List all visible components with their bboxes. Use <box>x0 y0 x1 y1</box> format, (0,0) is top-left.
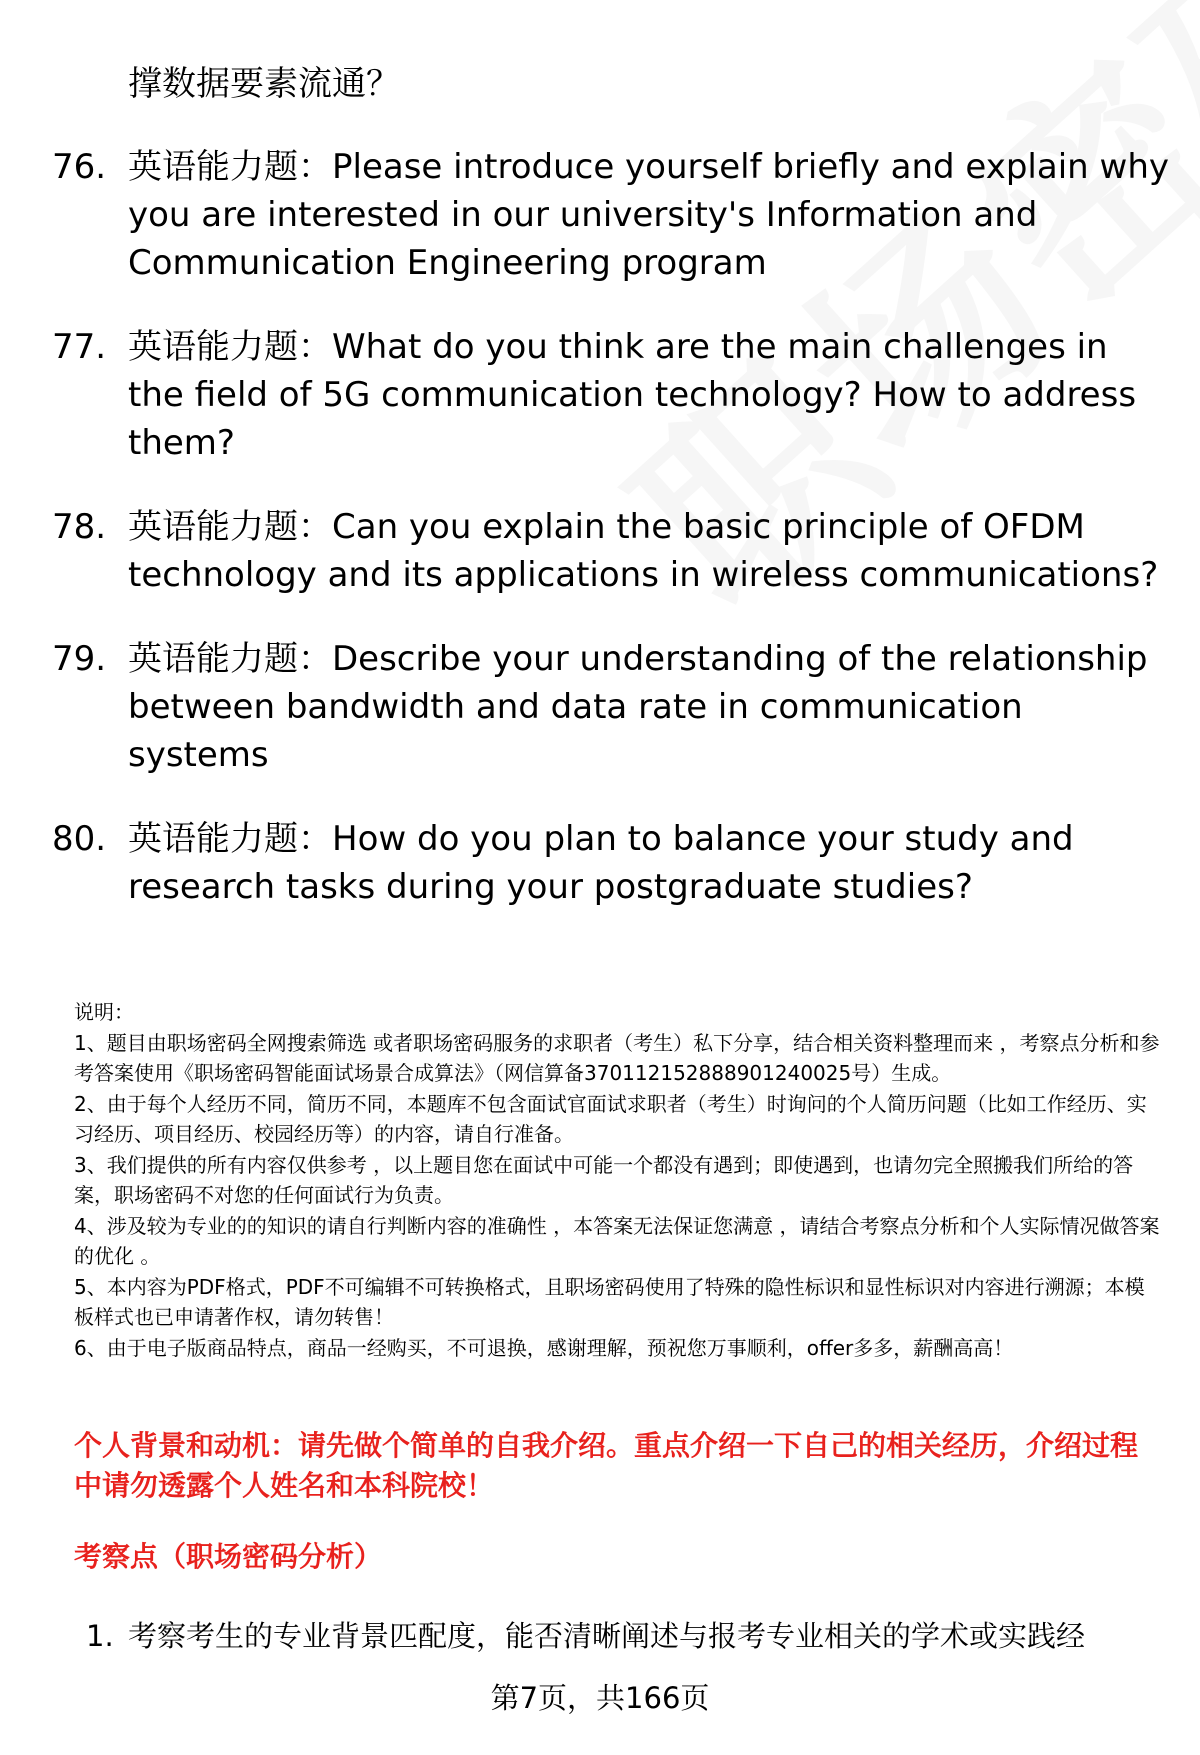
note-item: 4、涉及较为专业的的知识的请自行判断内容的准确性 ，本答案无法保证您满意 ，请结合考察点分析和个人实际情况做答案的优化 。 <box>74 1213 1160 1268</box>
note-item: 3、我们提供的所有内容仅供参考 ，以上题目您在面试中可能一个都没有遇到；即使遇到，也请勿完全照搬我们所给的答案，职场密码不对您的任何面试行为负责。 <box>74 1152 1134 1207</box>
analysis-point <box>86 1614 1176 1658</box>
question-text: 英语能力题：Please introduce yourself briefly and explain why you are interested in our university's Information and Communication Engineering program <box>128 147 1169 283</box>
question-number: 77. <box>52 327 107 367</box>
point-number: 1. <box>86 1619 114 1653</box>
question-text: 英语能力题：Describe your understanding of the relationship between bandwidth and data rate in communication systems <box>128 639 1148 775</box>
question-text: 英语能力题：What do you think are the main challenges in the field of 5G communication technology? How to address them? <box>128 327 1137 463</box>
question-item <box>52 815 1172 911</box>
question-item <box>52 503 1172 599</box>
point-text: 考察考生的专业背景匹配度，能否清晰阐述与报考专业相关的学术或实践经 <box>128 1619 1086 1653</box>
note-item: 5、本内容为PDF格式，PDF不可编辑不可转换格式，且职场密码使用了特殊的隐性标识和显性标识对内容进行溯源；本模板样式也已申请著作权，请勿转售！ <box>74 1274 1145 1329</box>
notes-section <box>74 997 1164 1363</box>
question-item <box>52 323 1172 467</box>
question-text: 英语能力题：How do you plan to balance your study and research tasks during your postgraduate studies? <box>128 819 1074 907</box>
section-heading: 个人背景和动机：请先做个简单的自我介绍。重点介绍一下自己的相关经历，介绍过程中请勿透露个人姓名和本科院校！ <box>74 1429 1139 1502</box>
note-item: 2、由于每个人经历不同，简历不同，本题库不包含面试官面试求职者（考生）时询问的个人简历问题（比如工作经历、实习经历、项目经历、校园经历等）的内容，请自行准备。 <box>74 1091 1147 1146</box>
question-item <box>52 143 1172 287</box>
analysis-subheading: 考察点（职场密码分析） <box>74 1540 383 1573</box>
notes-title: 说明： <box>74 1000 134 1024</box>
question-number: 76. <box>52 147 107 187</box>
question-number: 79. <box>52 639 107 679</box>
page-footer: 第7页，共166页 <box>490 1681 710 1715</box>
note-item: 6、由于电子版商品特点，商品一经购买，不可退换，感谢理解，预祝您万事顺利，offer多多，薪酬高高！ <box>74 1335 1014 1360</box>
question-number: 80. <box>52 819 107 859</box>
question-item <box>52 635 1172 779</box>
question-text: 英语能力题：Can you explain the basic principle of OFDM technology and its applications in wireless communications? <box>128 507 1159 595</box>
continued-question-text: 撑数据要素流通？ <box>128 64 400 104</box>
note-item: 1、题目由职场密码全网搜索筛选 或者职场密码服务的求职者（考生）私下分享，结合相关资料整理而来 ，考察点分析和参考答案使用《职场密码智能面试场景合成算法》（网信算备370112152888901240025号）生成。 <box>74 1030 1160 1085</box>
question-number: 78. <box>52 507 107 547</box>
question-list <box>52 143 1172 947</box>
